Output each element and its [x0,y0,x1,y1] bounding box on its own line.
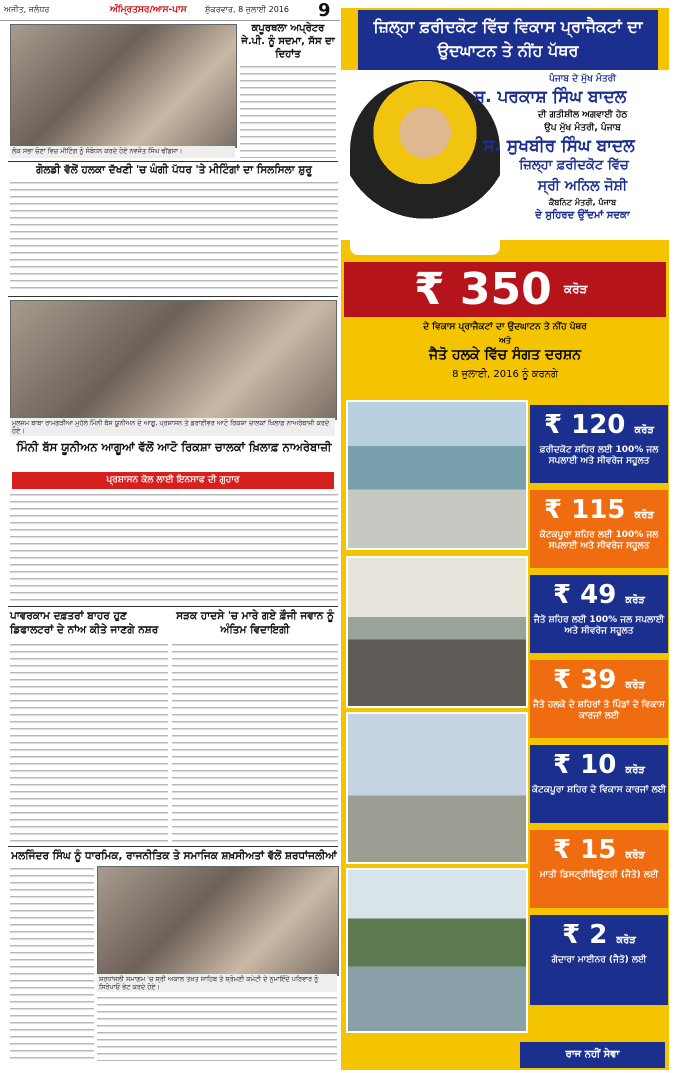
cm-line: ਦੀ ਗਤੀਸ਼ੀਲ ਅਗਵਾਈ ਹੇਠ [537,110,628,120]
ad-item: ₹ 10 ਕਰੋੜ ਕੋਟਕਪੂਰਾ ਸ਼ਹਿਰ ਦੇ ਵਿਕਾਸ ਕਾਰਜਾਂ ਲਈ [530,745,668,823]
date-line: 8 ਜੁਲਾਈ, 2016 ਨੂੰ ਕਰਨਗੇ [452,369,558,380]
and-text: ਅਤੇ [499,336,511,345]
ad-item: ₹ 15 ਕਰੋੜ ਮਾਤੀ ਡਿਸਟ੍ਰੀਬਿਊਟਰੀ (ਜੈਤੋ) ਲਈ [530,830,668,908]
story4-headline: ਪਾਵਰਕਾਮ ਦਫ਼ਤਰਾਂ ਬਾਹਰ ਹੁਣ ਡਿਫਾਲਟਰਾਂ ਦੇ ਨਾਂਅ ਕੀਤੇ ਜਾਣਗੇ ਨਸ਼ਰ [10,610,159,636]
story5-headline: ਸੜਕ ਹਾਦਸੇ 'ਚ ਮਾਰੇ ਗਏ ਫ਼ੌਜੀ ਜਵਾਨ ਨੂੰ ਅੰਤਿਮ ਵਿਦਾਇਗੀ [176,610,334,636]
cm-label: ਪੰਜਾਬ ਦੇ ਮੁੱਖ ਮੰਤਰੀ [549,74,616,84]
story2-body [10,180,338,292]
ad-headline: ਜ਼ਿਲ੍ਹਾ ਫ਼ਰੀਦਕੋਟ ਵਿੱਚ ਵਿਕਾਸ ਪ੍ਰਾਜੈਕਟਾਂ ਦਾ ਉਦਘਾਟਨ ਤੇ ਨੀਂਹ ਪੱਥਰ [358,10,658,70]
canal-photo [346,868,528,1033]
minister-line: ਦੇ ਸੁਹਿਰਦ ਉੱਦਮਾਂ ਸਦਕਾ [535,210,630,221]
total-amount: ₹ 350 [414,264,552,315]
story5-body [172,642,338,842]
story6-body-2 [97,995,337,1061]
story6-body [10,866,94,1061]
protest-caption: ਮੁਲਜ਼ਮ ਬਾਬਾ ਰਾਮਗੜੀਆ ਮੁਹੱਲੇ ਮਿੰਨੀ ਬੱਸ ਯੂਨੀਅਨ ਦੇ ਆਗੂ, ਪ੍ਰਸ਼ਾਸਨ ਤੇ ਡਰਾਈਵਰ ਆਟੋ ਰਿਕਸ਼ਾ ਚਾਲਕਾਂ ਖ਼ਿਲਾਫ਼ ਨਾਅਰੇਬਾਜ਼ੀ ਕਰਦੇ ਹੋਏ। [10,418,335,436]
story3-subheadline: ਪ੍ਰਸ਼ਾਸਨ ਕੋਲ ਲਾਈ ਇਨਸਾਫ ਦੀ ਗੁਹਾਰ [12,472,334,489]
story6-headline: ਮਲਜਿੰਦਰ ਸਿੰਘ ਨੂੰ ਧਾਰਮਿਕ, ਰਾਜਨੀਤਿਕ ਤੇ ਸਮਾਜਿਕ ਸ਼ਖ਼ਸੀਅਤਾਂ ਵੱਲੋਂ ਸ਼ਰਧਾਂਜਲੀਆਂ [11,850,337,862]
header-date: ਸ਼ੁੱਕਰਵਾਰ, 8 ਜੁਲਾਈ 2016 [205,5,289,14]
ad-item: ₹ 2 ਕਰੋੜ ਗੋਦਾਰਾ ਮਾਈਨਰ (ਜੈਤੋ) ਲਈ [530,915,668,1005]
water-tank-photo [346,712,528,864]
divider [8,161,338,162]
story3-body [10,492,338,602]
water-plant-photo [346,400,528,550]
protest-photo [10,300,337,420]
ceremony-caption: ਸ਼ਰਧਾਂਜਲੀ ਸਮਾਗਮ 'ਚ ਸ੍ਰੀ ਅਕਾਲ ਤਖ਼ਤ ਸਾਹਿਬ ਤੇ ਸ਼੍ਰੋਮਣੀ ਕਮੇਟੀ ਦੇ ਨੁਮਾਇੰਦੇ ਪਰਿਵਾਰ ਨੂੰ ਸਿਰੋਪਾਓ ਭੇਟ ਕਰਦੇ ਹੋਏ। [97,974,337,992]
projects-line: ਦੇ ਵਿਕਾਸ ਪ੍ਰਾਜੈਕਟਾਂ ਦਾ ਉਦਘਾਟਨ ਤੇ ਨੀਂਹ ਪੱਥਰ [423,322,587,332]
sangat-line: ਜੈਤੋ ਹਲਕੇ ਵਿੱਚ ਸੰਗਤ ਦਰਸ਼ਨ [429,347,581,363]
dcm-name: ਸ. ਸੁਖਬੀਰ ਸਿੰਘ ਬਾਦਲ [483,136,635,156]
ad-item: ₹ 39 ਕਰੋੜ ਜੈਤੋ ਹਲਕੇ ਦੇ ਸ਼ਹਿਰਾਂ ਤੇ ਪਿੰਡਾਂ ਦੇ ਵਿਕਾਸ ਕਾਰਜਾਂ ਲਈ [530,660,668,738]
total-unit: ਕਰੋੜ [564,282,588,296]
story2-headline: ਗੋਲਡੀ ਵੱਲੋਂ ਹਲਕਾ ਦੱਖਣੀ 'ਚ ਘੰਗੀ ਪੱਧਰ 'ਤੇ ਮੀਟਿੰਗਾਂ ਦਾ ਸਿਲਸਿਲਾ ਸ਼ੁਰੂ [36,164,312,176]
story1-body [240,64,336,158]
minister-role: ਕੈਬਨਿਟ ਮੰਤਰੀ, ਪੰਜਾਬ [548,198,617,207]
rally-photo [10,24,237,148]
header-section: ਅੰਮ੍ਰਿਤਸਰ/ਆਸ-ਪਾਸ [110,5,187,15]
divider [8,296,338,297]
page-number: 9 [318,0,331,21]
cm-name: ਸ. ਪਰਕਾਸ਼ ਸਿੰਘ ਬਾਦਲ [473,87,627,107]
road-roller-photo [346,556,528,708]
dcm-label: ਉਪ ਮੁੱਖ ਮੰਤਰੀ, ਪੰਜਾਬ [544,123,621,133]
district-line: ਜ਼ਿਲ੍ਹਾ ਫ਼ਰੀਦਕੋਟ ਵਿੱਚ [519,158,629,173]
header-left: ਅਜੀਤ, ਜਲੰਧਰ [4,5,50,14]
ceremony-photo [97,866,339,976]
ad-item: ₹ 115 ਕਰੋੜ ਕੋਟਕਪੂਰਾ ਸ਼ਹਿਰ ਲਈ 100% ਜਲ ਸਪਲਾਈ ਅਤੇ ਸੀਵਰੇਜ ਸਹੂਲਤ [530,490,668,568]
story4-body [10,642,168,842]
divider [8,606,338,607]
divider [8,846,338,847]
ad-item: ₹ 120 ਕਰੋੜ ਫ਼ਰੀਦਕੋਟ ਸ਼ਹਿਰ ਲਈ 100% ਜਲ ਸਪਲਾਈ ਅਤੇ ਸੀਵਰੇਜ ਸਹੂਲਤ [530,405,668,483]
story1-headline: ਕਪੂਰਥਲਾ ਅਪ੍ਰੇਟਰ ਜੇ.ਪੀ. ਨੂੰ ਸਦਮਾ, ਸੱਸ ਦਾ ਦਿਹਾਂਤ [241,23,335,60]
minister-name: ਸ੍ਰੀ ਅਨਿਲ ਜੋਸ਼ੀ [537,178,628,194]
total-amount-box [344,262,666,317]
ad-slogan: ਰਾਜ ਨਹੀਂ ਸੇਵਾ [520,1042,665,1068]
story3-headline: ਮਿੰਨੀ ਬੱਸ ਯੂਨੀਅਨ ਆਗੂਆਂ ਵੱਲੋਂ ਆਟੋ ਰਿਕਸ਼ਾ ਚਾਲਕਾਂ ਖ਼ਿਲਾਫ਼ ਨਾਅਰੇਬਾਜ਼ੀ [16,440,332,454]
page-header [0,0,340,21]
ad-item: ₹ 49 ਕਰੋੜ ਜੈਤੋ ਸ਼ਹਿਰ ਲਈ 100% ਜਲ ਸਪਲਾਈ ਅਤੇ ਸੀਵਰੇਜ ਸਹੂਲਤ [530,575,668,653]
rally-caption: ਲੋਕ ਸਭਾ ਚੋਣਾਂ ਵਿਚ ਮੀਟਿੰਗ ਨੂੰ ਸੰਬੋਧਨ ਕਰਦੇ ਹੋਏ ਨਵਜੋਤ ਸਿੰਘ ਢੀਂਡਸਾ। [10,146,235,158]
